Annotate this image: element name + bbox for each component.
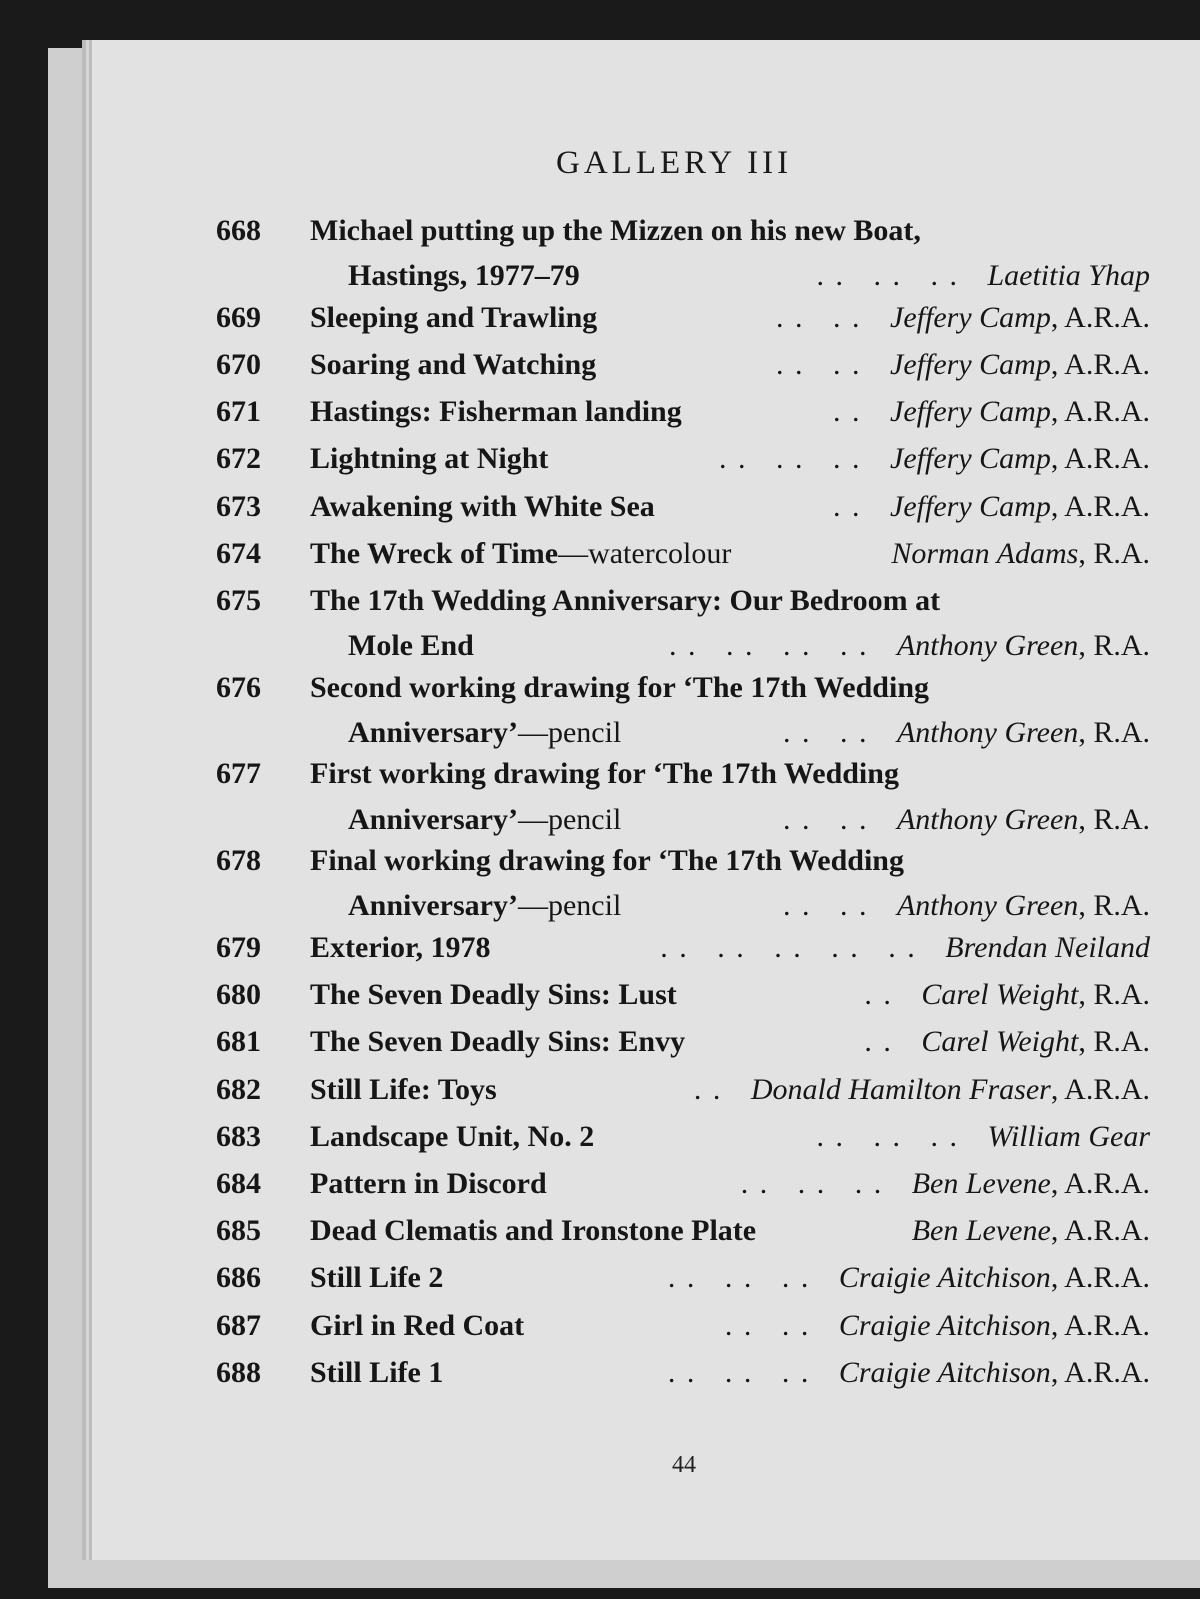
catalogue-entry [0,208,1200,255]
entry-artist [833,490,1150,524]
artist-name: Jeffery Camp [890,442,1051,476]
catalogue-entry [0,1255,1200,1302]
entry-title: Awakening with White Sea [310,489,655,523]
artist-name: Anthony Green [896,629,1079,663]
gallery-heading: GALLERY III [556,145,793,181]
entry-title: The Seven Deadly Sins: Lust [310,978,677,1012]
artist-distinction: , A.R.A. [1050,442,1150,476]
entry-number: 685 [216,1214,261,1248]
entry-title: Lightning at Night [310,442,549,476]
artist-distinction: , R.A. [1078,715,1150,749]
entry-list [0,208,1200,1397]
entry-number: 675 [216,583,261,617]
entry-number: 686 [216,1261,261,1295]
entry-number: 687 [216,1308,261,1342]
catalogue-entry [0,972,1200,1019]
entry-medium: —pencil [517,889,622,923]
entry-number: 681 [216,1025,261,1059]
artist-name: Jeffery Camp [890,347,1051,381]
entry-title: Still Life 1 [310,1355,444,1389]
artist-name: William Gear [987,1119,1150,1153]
artist-distinction: , A.R.A. [1050,347,1150,381]
artist-distinction: , A.R.A. [1050,489,1150,523]
artist-distinction: , R.A. [1078,978,1150,1012]
entry-artist [912,1214,1150,1248]
entry-number: 682 [216,1072,261,1106]
dot-leader: . . . . [782,715,897,749]
entry-medium: —watercolour [558,536,732,570]
entry-title: Anniversary’—pencil [348,802,622,836]
dot-leader: . . . . [724,1308,839,1342]
entry-artist [864,1025,1150,1059]
entry-artist [668,1261,1150,1295]
entry-title: Sleeping and Trawling [310,300,598,334]
catalogue-entry [0,342,1200,389]
entry-title: The Wreck of Time—watercolour [310,536,732,570]
artist-distinction: , R.A. [1078,629,1150,663]
dot-leader: . . [864,978,922,1012]
dot-leader: . . . . . . [740,1166,912,1200]
artist-distinction: , A.R.A. [1050,1355,1150,1389]
catalogue-entry [0,838,1200,885]
artist-name: Carel Weight [921,1025,1079,1059]
entry-number: 688 [216,1355,261,1389]
artist-name: Anthony Green [896,889,1079,923]
dot-leader: . . [833,395,891,429]
entry-number: 676 [216,670,261,704]
catalogue-entry [0,665,1200,712]
catalogue-entry [0,1350,1200,1397]
catalogue-entry [0,578,1200,625]
catalogue-entry-continuation [0,255,1200,295]
entry-title: Still Life: Toys [310,1072,497,1106]
artist-name: Donald Hamilton Fraser [750,1072,1051,1106]
artist-name: Carel Weight [921,978,1079,1012]
entry-artist [776,348,1150,382]
dot-leader: . . . . . . [816,259,988,293]
artist-name: Laetitia Yhap [987,259,1150,293]
artist-distinction: , A.R.A. [1050,1072,1150,1106]
artist-name: Jeffery Camp [890,395,1051,429]
entry-artist [668,1356,1150,1390]
catalogue-entry [0,1208,1200,1255]
entry-number: 674 [216,536,261,570]
artist-name: Ben Levene [911,1214,1051,1248]
entry-artist [783,803,1150,837]
artist-distinction: , A.R.A. [1050,395,1150,429]
entry-artist [891,537,1150,571]
dot-leader: . . . . [776,300,891,334]
entry-title: Soaring and Watching [310,347,597,381]
dot-leader: . . . . . . . . . . [660,931,946,965]
artist-distinction: , A.R.A. [1050,1308,1150,1342]
page-number: 44 [672,1452,696,1478]
entry-title: Exterior, 1978 [310,931,491,965]
artist-name: Norman Adams [891,536,1079,570]
entry-number: 668 [216,214,261,247]
entry-title: Girl in Red Coat [310,1308,525,1342]
artist-distinction: , A.R.A. [1050,1166,1150,1200]
entry-title: Mole End [348,629,474,663]
catalogue-entry [0,1303,1200,1350]
entry-title: Michael putting up the Mizzen on his new Boat, [310,214,921,247]
artist-name: Ben Levene [911,1166,1051,1200]
catalogue-entry-continuation [0,799,1200,839]
entry-artist [783,716,1150,750]
entry-artist [783,889,1150,923]
artist-distinction: , A.R.A. [1050,1214,1150,1248]
entry-title: Final working drawing for ‘The 17th Wedding [310,844,904,878]
catalogue-entry [0,1161,1200,1208]
artist-distinction: , A.R.A. [1050,300,1150,334]
artist-name: Craigie Aitchison [838,1261,1051,1295]
catalogue-entry [0,436,1200,483]
catalogue-entry [0,531,1200,578]
entry-medium: —pencil [517,715,622,749]
dot-leader: . . [833,489,891,523]
catalogue-entry [0,295,1200,342]
entry-number: 672 [216,442,261,476]
entry-number: 677 [216,757,261,791]
entry-title: Second working drawing for ‘The 17th Wedding [310,670,929,704]
catalogue-entry [0,925,1200,972]
entry-number: 683 [216,1119,261,1153]
artist-name: Jeffery Camp [890,300,1051,334]
artist-distinction: , R.A. [1078,1025,1150,1059]
catalogue-entry [0,1019,1200,1066]
artist-name: Anthony Green [896,802,1079,836]
entry-title: Landscape Unit, No. 2 [310,1119,595,1153]
catalogue-entry [0,1067,1200,1114]
catalogue-entry-continuation [0,625,1200,665]
entry-artist [741,1167,1150,1201]
entry-title: First working drawing for ‘The 17th Wedding [310,757,899,791]
entry-artist [776,301,1150,335]
entry-medium: —pencil [517,802,622,836]
entry-number: 673 [216,489,261,523]
artist-name: Craigie Aitchison [838,1355,1051,1389]
entry-title: Hastings, 1977–79 [348,259,580,293]
entry-title: Pattern in Discord [310,1166,547,1200]
entry-artist [660,931,1150,965]
entry-number: 680 [216,978,261,1012]
dot-leader: . . . . . . [667,1355,839,1389]
artist-name: Jeffery Camp [890,489,1051,523]
entry-number: 669 [216,300,261,334]
entry-artist [816,259,1150,293]
artist-name: Craigie Aitchison [838,1308,1051,1342]
dot-leader: . . . . . . [816,1119,988,1153]
entry-artist [817,1120,1151,1154]
entry-artist [864,978,1150,1012]
artist-distinction: , R.A. [1078,802,1150,836]
entry-number: 671 [216,395,261,429]
dot-leader: . . . . . . . . [668,629,897,663]
entry-artist [725,1309,1150,1343]
artist-name: Brendan Neiland [945,931,1150,965]
artist-distinction: , A.R.A. [1050,1261,1150,1295]
catalogue-entry-continuation [0,885,1200,925]
entry-title: Hastings: Fisherman landing [310,395,682,429]
entry-title: Anniversary’—pencil [348,889,622,923]
catalogue-entry-continuation [0,712,1200,752]
entry-number: 678 [216,844,261,878]
entry-number: 684 [216,1166,261,1200]
dot-leader: . . . . [776,347,891,381]
catalogue-entry [0,389,1200,436]
artist-name: Anthony Green [896,715,1079,749]
dot-leader: . . . . [782,889,897,923]
entry-title: Dead Clematis and Ironstone Plate [310,1214,757,1248]
catalogue-entry [0,484,1200,531]
entry-number: 670 [216,347,261,381]
catalogue-entry [0,751,1200,798]
dot-leader: . . . . [782,802,897,836]
entry-title: Anniversary’—pencil [348,715,622,749]
dot-leader: . . [693,1072,751,1106]
entry-artist [719,442,1150,476]
dot-leader: . . . . . . [667,1261,839,1295]
entry-title: Still Life 2 [310,1261,444,1295]
entry-artist [833,395,1150,429]
artist-distinction: , R.A. [1078,536,1150,570]
entry-title: The Seven Deadly Sins: Envy [310,1025,686,1059]
artist-distinction: , R.A. [1078,889,1150,923]
entry-artist [669,629,1150,663]
entry-number: 679 [216,931,261,965]
dot-leader: . . . . . . [719,442,891,476]
entry-artist [694,1073,1150,1107]
dot-leader: . . [864,1025,922,1059]
entry-title: The 17th Wedding Anniversary: Our Bedroom at [310,583,941,617]
catalogue-entry [0,1114,1200,1161]
